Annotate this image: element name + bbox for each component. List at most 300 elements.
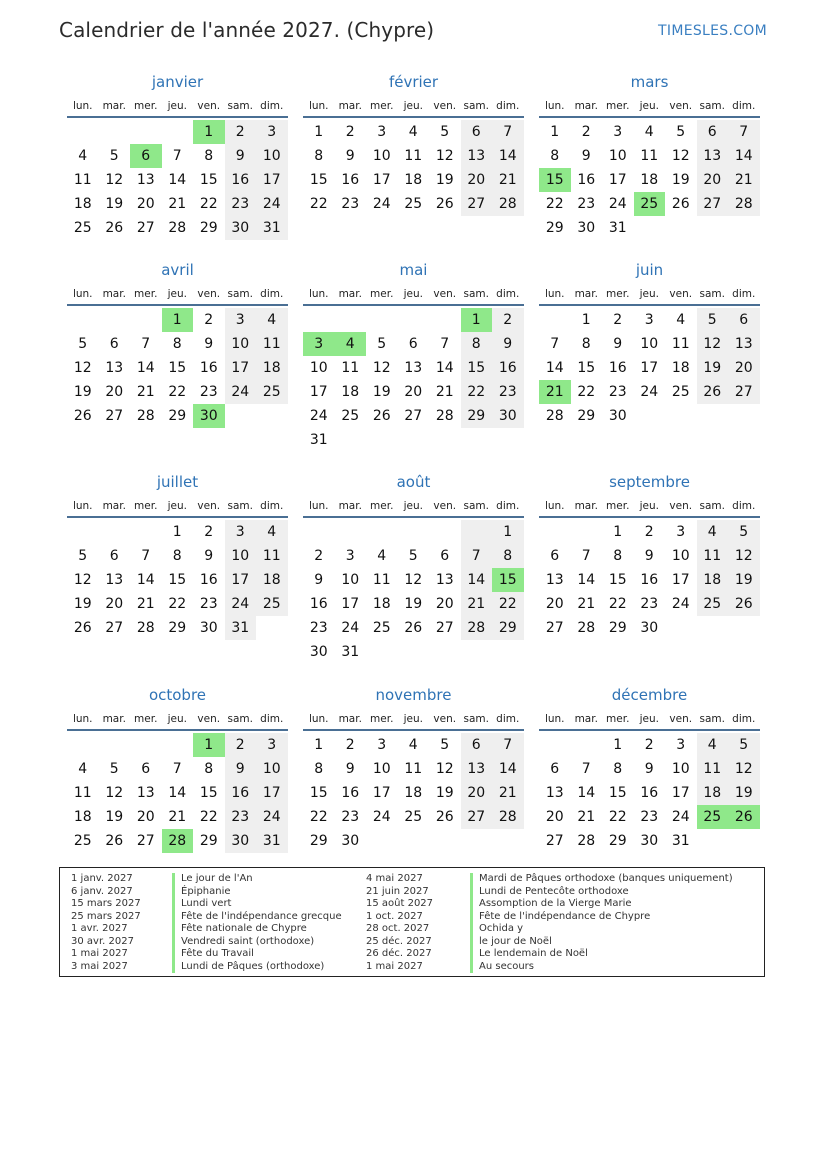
legend-right-names [470,873,733,973]
day-cell: 24 [671,809,690,825]
day-cell: 27 [136,220,155,236]
weekday-label: jeu. [639,288,659,300]
day-cell: 25 [404,809,423,825]
week-row [303,805,524,829]
day-cell: 17 [225,356,257,380]
day-cell: 21 [577,596,596,612]
day-cell: 3 [256,120,288,144]
day-cell: 19 [435,172,454,188]
day-cell: 8 [613,548,623,564]
month-11 [539,685,760,853]
legend-date: 21 juin 2027 [366,885,429,897]
weekday-header [303,709,524,731]
weekday-label: sam. [227,713,253,725]
day-cell: 28 [492,192,524,216]
week-row [303,168,524,192]
day-cell: 24 [640,384,659,400]
day-cell: 12 [105,172,124,188]
day-cell: 5 [676,124,686,140]
day-cell: 23 [309,620,328,636]
day-cell: 21 [492,781,524,805]
day-cell: 18 [256,568,288,592]
weekday-label: lun. [72,100,93,112]
week-row [303,192,524,216]
day-cell: 12 [728,544,760,568]
day-cell: 5 [78,548,88,564]
day-cell: 5 [109,761,119,777]
day-cell: 2 [581,124,591,140]
empty-day-cell [99,308,131,332]
empty-day-cell [335,428,367,452]
day-cell: 20 [105,384,124,400]
day-cell: 12 [435,148,454,164]
day-cell: 2 [204,524,214,540]
day-cell: 20 [461,781,493,805]
day-cell: 19 [73,596,92,612]
empty-day-cell [539,308,571,332]
day-cell: 10 [372,761,391,777]
empty-day-cell [366,640,398,664]
day-cell: 16 [199,360,218,376]
day-cell: 10 [225,332,257,356]
day-cell: 23 [199,384,218,400]
day-cell: 13 [697,144,729,168]
day-cell: 26 [73,408,92,424]
day-cell: 11 [73,172,92,188]
day-cell: 1 [581,312,591,328]
day-cell: 5 [78,336,88,352]
day-cell: 4 [676,312,686,328]
day-cell: 27 [461,192,493,216]
day-cell: 19 [404,596,423,612]
day-cell: 16 [225,168,257,192]
weekday-label: jeu. [403,288,423,300]
empty-day-cell [697,216,729,240]
empty-day-cell [366,428,398,452]
day-cell: 21 [168,196,187,212]
week-row [539,616,760,640]
day-cell: 13 [404,360,423,376]
day-cell: 10 [256,757,288,781]
day-cell: 15 [168,572,187,588]
weekday-label: dim. [496,100,520,112]
day-cell: 26 [728,592,760,616]
day-cell: 28 [728,192,760,216]
weekday-label: sam. [227,288,253,300]
day-cell: 4 [644,124,654,140]
legend-holiday-name: Assomption de la Vierge Marie [470,898,733,911]
week-row [539,733,760,757]
weekday-header [303,496,524,518]
day-cell: 6 [728,308,760,332]
month-days [539,308,760,428]
day-cell: 26 [435,809,454,825]
day-cell: 7 [141,548,151,564]
month-1 [303,72,524,216]
day-cell: 6 [109,336,119,352]
week-row [539,380,760,404]
day-cell: 8 [613,761,623,777]
day-cell: 17 [225,568,257,592]
day-cell: 15 [539,168,571,192]
day-cell: 25 [73,833,92,849]
month-days [303,733,524,853]
weekday-label: lun. [72,713,93,725]
day-cell: 21 [168,809,187,825]
day-cell: 4 [256,308,288,332]
empty-day-cell [366,308,398,332]
weekday-label: jeu. [167,500,187,512]
week-row [303,781,524,805]
weekday-label: lun. [308,288,329,300]
weekday-label: mer. [606,288,630,300]
empty-day-cell [67,308,99,332]
day-cell: 4 [697,733,729,757]
day-cell: 28 [168,220,187,236]
day-cell: 6 [550,761,560,777]
day-cell: 20 [728,356,760,380]
weekday-label: ven. [197,713,221,725]
empty-day-cell [728,216,760,240]
day-cell: 11 [671,336,690,352]
day-cell: 26 [697,380,729,404]
day-cell: 25 [634,192,666,216]
day-cell: 22 [545,196,564,212]
week-row [539,120,760,144]
empty-day-cell [162,120,194,144]
day-cell: 18 [73,196,92,212]
weekday-header [67,284,288,306]
weekday-label: sam. [227,500,253,512]
day-cell: 8 [550,148,560,164]
day-cell: 14 [545,360,564,376]
weekday-header [67,709,288,731]
week-row [303,120,524,144]
day-cell: 13 [105,572,124,588]
day-cell: 18 [404,172,423,188]
day-cell: 21 [492,168,524,192]
day-cell: 29 [309,833,328,849]
weekday-label: ven. [669,288,693,300]
day-cell: 22 [461,380,493,404]
day-cell: 4 [408,124,418,140]
day-cell: 11 [256,544,288,568]
day-cell: 31 [225,616,257,640]
legend-holiday-name: Vendredi saint (orthodoxe) [172,936,342,949]
day-cell: 21 [539,380,571,404]
holiday-legend [59,867,765,977]
day-cell: 6 [109,548,119,564]
day-cell: 1 [613,524,623,540]
day-cell: 27 [545,833,564,849]
day-cell: 28 [545,408,564,424]
legend-holiday-name: Fête nationale de Chypre [172,923,342,936]
weekday-label: lun. [544,713,565,725]
day-cell: 30 [225,216,257,240]
day-cell: 23 [225,805,257,829]
empty-day-cell [99,520,131,544]
day-cell: 1 [461,308,493,332]
weekday-label: mer. [606,500,630,512]
day-cell: 25 [697,805,729,829]
day-cell: 5 [109,148,119,164]
day-cell: 2 [644,524,654,540]
empty-day-cell [366,520,398,544]
week-row [67,805,288,829]
day-cell: 7 [172,761,182,777]
day-cell: 24 [608,196,627,212]
month-name: mai [399,261,428,279]
month-4 [303,260,524,452]
month-name: avril [161,261,194,279]
day-cell: 20 [461,168,493,192]
empty-day-cell [728,404,760,428]
day-cell: 27 [545,620,564,636]
day-cell: 8 [204,761,214,777]
week-row [539,592,760,616]
weekday-header [539,96,760,118]
empty-day-cell [492,428,524,452]
day-cell: 26 [728,805,760,829]
day-cell: 23 [640,809,659,825]
week-row [539,216,760,240]
weekday-header [539,496,760,518]
day-cell: 30 [193,404,225,428]
day-cell: 21 [461,592,493,616]
day-cell: 8 [581,336,591,352]
week-row [539,168,760,192]
day-cell: 14 [577,785,596,801]
legend-date: 26 déc. 2027 [366,948,432,959]
week-row [539,781,760,805]
weekday-label: lun. [544,288,565,300]
day-cell: 27 [404,408,423,424]
weekday-header [539,709,760,731]
day-cell: 27 [136,833,155,849]
weekday-label: dim. [732,288,756,300]
legend-date: 3 mai 2027 [71,960,128,972]
day-cell: 15 [492,568,524,592]
day-cell: 31 [671,833,690,849]
day-cell: 13 [136,785,155,801]
empty-day-cell [335,520,367,544]
day-cell: 12 [105,785,124,801]
weekday-label: mar. [338,713,362,725]
empty-day-cell [665,404,697,428]
day-cell: 7 [172,148,182,164]
week-row [303,616,524,640]
day-cell: 15 [168,360,187,376]
day-cell: 3 [377,124,387,140]
legend-holiday-name: Fête du Travail [172,948,342,961]
day-cell: 19 [671,172,690,188]
weekday-label: ven. [433,288,457,300]
day-cell: 22 [577,384,596,400]
week-row [539,568,760,592]
week-row [67,144,288,168]
week-row [539,520,760,544]
month-name: juin [635,261,664,279]
week-row [67,192,288,216]
day-cell: 30 [309,644,328,660]
week-row [67,380,288,404]
day-cell: 14 [728,144,760,168]
day-cell: 14 [435,360,454,376]
month-days [67,120,288,240]
weekday-label: mer. [134,500,158,512]
legend-holiday-name: Lundi vert [172,898,342,911]
empty-day-cell [429,308,461,332]
legend-holiday-name: Le jour de l'An [172,873,342,886]
day-cell: 19 [435,785,454,801]
day-cell: 6 [550,548,560,564]
weekday-header [303,96,524,118]
week-row [67,733,288,757]
empty-day-cell [492,829,524,853]
week-row [303,380,524,404]
day-cell: 28 [136,408,155,424]
month-6 [67,472,288,640]
day-cell: 19 [697,356,729,380]
day-cell: 13 [461,144,493,168]
day-cell: 8 [314,761,324,777]
day-cell: 12 [73,572,92,588]
day-cell: 3 [225,308,257,332]
week-row [303,332,524,356]
day-cell: 5 [377,336,387,352]
day-cell: 27 [435,620,454,636]
day-cell: 22 [199,196,218,212]
day-cell: 17 [608,172,627,188]
day-cell: 15 [461,356,493,380]
weekday-label: mer. [606,713,630,725]
day-cell: 16 [225,781,257,805]
day-cell: 25 [372,620,391,636]
weekday-label: ven. [669,713,693,725]
legend-holiday-name: Épiphanie [172,886,342,899]
weekday-label: jeu. [167,713,187,725]
day-cell: 8 [461,332,493,356]
empty-day-cell [728,829,760,853]
day-cell: 20 [545,809,564,825]
day-cell: 22 [309,196,328,212]
weekday-label: mar. [574,288,598,300]
weekday-label: ven. [433,500,457,512]
weekday-label: mer. [134,713,158,725]
day-cell: 29 [577,408,596,424]
day-cell: 3 [377,737,387,753]
day-cell: 18 [640,172,659,188]
day-cell: 16 [608,360,627,376]
day-cell: 7 [141,336,151,352]
day-cell: 26 [372,408,391,424]
day-cell: 13 [461,757,493,781]
day-cell: 20 [545,596,564,612]
weekday-label: lun. [72,500,93,512]
site-link[interactable]: TIMESLES.COM [658,23,767,39]
month-days [67,520,288,640]
empty-day-cell [571,733,603,757]
empty-day-cell [67,733,99,757]
weekday-label: sam. [699,713,725,725]
day-cell: 9 [345,761,355,777]
weekday-label: sam. [227,100,253,112]
day-cell: 3 [345,548,355,564]
day-cell: 25 [671,384,690,400]
weekday-label: ven. [197,100,221,112]
day-cell: 27 [461,805,493,829]
day-cell: 26 [105,220,124,236]
day-cell: 11 [73,785,92,801]
day-cell: 6 [408,336,418,352]
day-cell: 15 [199,172,218,188]
empty-day-cell [398,428,430,452]
day-cell: 10 [309,360,328,376]
day-cell: 3 [225,520,257,544]
legend-date: 1 janv. 2027 [71,873,133,884]
day-cell: 28 [461,616,493,640]
empty-day-cell [728,616,760,640]
day-cell: 6 [461,120,493,144]
month-name: février [388,73,439,91]
legend-date: 1 mai 2027 [366,960,423,972]
empty-day-cell [539,520,571,544]
day-cell: 20 [404,384,423,400]
day-cell: 16 [492,356,524,380]
day-cell: 11 [697,757,729,781]
day-cell: 27 [697,192,729,216]
day-cell: 9 [644,548,654,564]
month-days [539,733,760,853]
empty-day-cell [429,829,461,853]
day-cell: 7 [492,733,524,757]
day-cell: 28 [162,829,194,853]
day-cell: 14 [492,757,524,781]
week-row [539,404,760,428]
day-cell: 14 [492,144,524,168]
weekday-label: mer. [370,713,394,725]
day-cell: 11 [256,332,288,356]
empty-day-cell [162,733,194,757]
empty-day-cell [130,308,162,332]
weekday-label: dim. [732,713,756,725]
day-cell: 31 [256,829,288,853]
day-cell: 24 [372,196,391,212]
day-cell: 1 [613,737,623,753]
month-days [303,308,524,452]
day-cell: 25 [404,196,423,212]
weekday-label: dim. [496,288,520,300]
weekday-label: lun. [308,100,329,112]
empty-day-cell [697,616,729,640]
day-cell: 9 [492,332,524,356]
day-cell: 14 [168,172,187,188]
week-row [67,568,288,592]
empty-day-cell [697,829,729,853]
day-cell: 19 [105,196,124,212]
empty-day-cell [225,404,257,428]
day-cell: 21 [577,809,596,825]
week-row [67,356,288,380]
day-cell: 9 [644,761,654,777]
day-cell: 24 [671,596,690,612]
day-cell: 4 [78,761,88,777]
day-cell: 16 [577,172,596,188]
day-cell: 10 [640,336,659,352]
empty-day-cell [429,428,461,452]
day-cell: 9 [613,336,623,352]
empty-day-cell [571,520,603,544]
